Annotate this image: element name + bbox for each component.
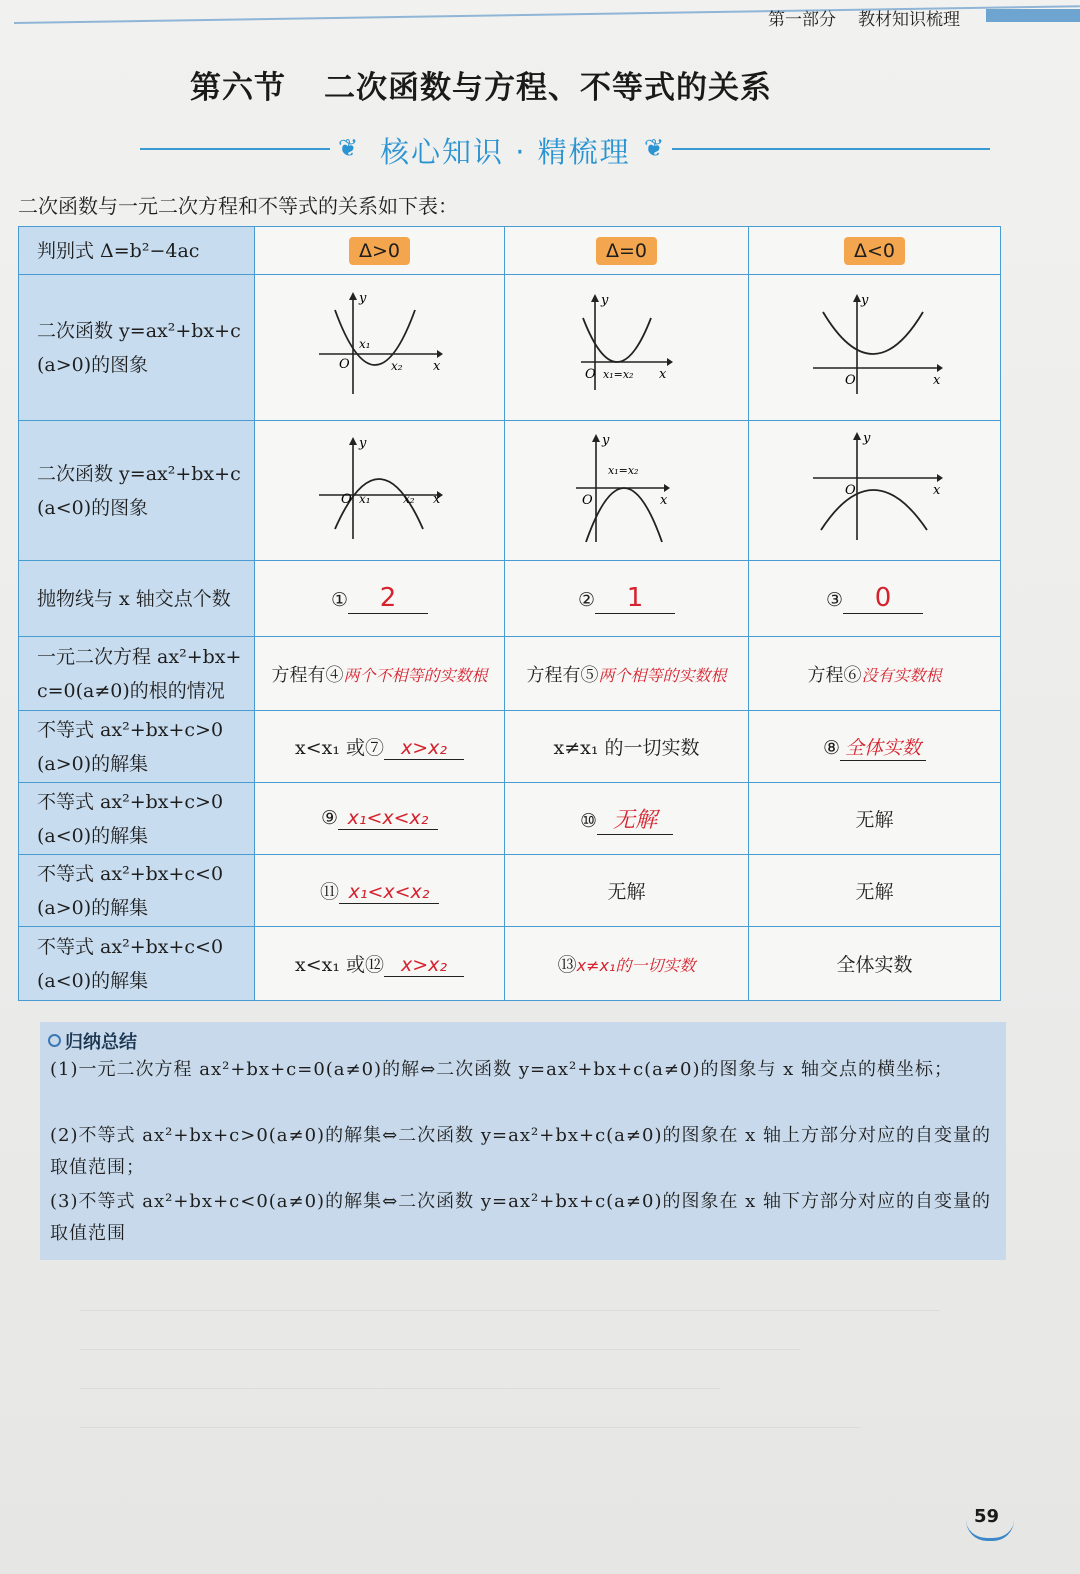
table-row: 不等式 ax²+bx+c<0 (a<0)的解集 x<x₁ 或⑫ x>x₂ ⑬x≠x₁的一切实数 全体实数 — [19, 927, 1001, 1001]
handwritten-answer: 2 — [379, 583, 397, 613]
summary-item: (3)不等式 ax²+bx+c<0(a≠0)的解集⇔二次函数 y=ax²+bx+c(a≠0)的图象在 x 轴下方部分对应的自变量的取值范围 — [50, 1191, 992, 1244]
table-row: 一元二次方程 ax²+bx+ c=0(a≠0)的根的情况 方程有④两个不相等的实数根 方程有⑤两个相等的实数根 方程⑥没有实数根 — [19, 637, 1001, 711]
downward-parabola-two-roots — [315, 433, 445, 543]
section-number: 第六节 — [190, 70, 286, 106]
bullet-icon — [48, 1034, 61, 1047]
summary-item: (2)不等式 ax²+bx+c>0(a≠0)的解集⇔二次函数 y=ax²+bx+c(a≠0)的图象在 x 轴上方部分对应的自变量的取值范围； — [50, 1125, 992, 1178]
handwritten-answer: x₁<x<x₂ — [348, 881, 430, 903]
table-row: 不等式 ax²+bx+c>0 (a<0)的解集 ⑨ x₁<x<x₂ ⑩ 无解 无解 — [19, 783, 1001, 855]
table-row — [19, 275, 1001, 421]
svg-text:O: O — [844, 373, 856, 388]
page-number: 59 — [966, 1500, 1016, 1540]
svg-text:x₁: x₁ — [358, 337, 371, 351]
row-label: 不等式 ax²+bx+c>0 (a<0)的解集 — [19, 783, 255, 855]
svg-text:x: x — [432, 359, 440, 374]
svg-text:y: y — [358, 436, 366, 451]
banner-right-line — [672, 148, 990, 150]
page-title — [190, 62, 772, 107]
handwritten-answer: 两个不相等的实数根 — [343, 665, 488, 685]
relationship-table — [18, 226, 1001, 1001]
header-section: 教材知识梳理 — [858, 10, 960, 30]
svg-text:y: y — [358, 291, 366, 306]
header-color-bar — [986, 9, 1080, 22]
handwritten-answer: x₁<x<x₂ — [347, 807, 429, 829]
handwritten-answer: x≠x₁的一切实数 — [576, 956, 696, 975]
row-label: 不等式 ax²+bx+c<0 (a<0)的解集 — [19, 927, 255, 1001]
row-label: 抛物线与 x 轴交点个数 — [19, 561, 255, 637]
row-label: 二次函数 y=ax²+bx+c (a>0)的图象 — [19, 275, 255, 421]
handwritten-answer: 没有实数根 — [861, 665, 942, 685]
table-row — [19, 227, 1001, 275]
svg-text:O: O — [581, 493, 593, 508]
row-label: 不等式 ax²+bx+c<0 (a>0)的解集 — [19, 855, 255, 927]
handwritten-answer: 1 — [626, 583, 644, 613]
handwritten-answer: 两个相等的实数根 — [598, 665, 727, 685]
svg-text:x: x — [932, 483, 940, 498]
svg-text:x: x — [658, 367, 666, 382]
svg-text:y: y — [601, 433, 609, 448]
handwritten-answer: 无解 — [613, 807, 658, 833]
svg-text:x₂: x₂ — [390, 359, 403, 373]
handwritten-answer: 全体实数 — [845, 736, 922, 759]
svg-text:y: y — [862, 431, 870, 446]
downward-parabola-no-root — [805, 430, 945, 546]
svg-text:O: O — [340, 492, 352, 507]
summary-item: (1)一元二次方程 ax²+bx+c=0(a≠0)的解⇔二次函数 y=ax²+bx+c(a≠0)的图象与 x 轴交点的横坐标； — [50, 1059, 954, 1080]
row-label: 二次函数 y=ax²+bx+c (a<0)的图象 — [19, 421, 255, 561]
svg-text:x: x — [432, 492, 440, 507]
row-label: 一元二次方程 ax²+bx+ c=0(a≠0)的根的情况 — [19, 637, 255, 711]
table-row: 不等式 ax²+bx+c<0 (a>0)的解集 ⑪ x₁<x<x₂ 无解 无解 — [19, 855, 1001, 927]
discriminant-label: 判别式 Δ=b²−4ac — [19, 227, 255, 275]
svg-text:x₁: x₁ — [358, 492, 371, 506]
case-tag: Δ=0 — [596, 237, 657, 265]
handwritten-answer: x>x₂ — [400, 954, 448, 976]
intro-text: 二次函数与一元二次方程和不等式的关系如下表： — [18, 194, 458, 218]
svg-text:y: y — [600, 293, 608, 308]
table-row — [19, 421, 1001, 561]
header-part: 第一部分 — [768, 10, 836, 30]
svg-text:x₁=x₂: x₁=x₂ — [607, 464, 638, 477]
handwritten-answer: 0 — [874, 583, 892, 613]
upward-parabola-one-root — [577, 290, 677, 400]
core-knowledge-banner — [140, 128, 990, 172]
page-number-arc — [966, 1520, 1014, 1541]
svg-text:x: x — [659, 493, 667, 508]
table-row: 抛物线与 x 轴交点个数 ① 2 ② 1 ③ 0 — [19, 561, 1001, 637]
summary-heading: 归纳总结 — [48, 1028, 137, 1054]
ornament-left-icon: ❦ — [337, 134, 359, 162]
upward-parabola-no-root — [805, 290, 945, 400]
handwritten-answer: x>x₂ — [400, 737, 448, 759]
table-row: 不等式 ax²+bx+c>0 (a>0)的解集 x<x₁ 或⑦ x>x₂ x≠x₁ 的一切实数 ⑧ 全体实数 — [19, 711, 1001, 783]
ornament-right-icon: ❦ — [643, 134, 665, 162]
case-tag: Δ<0 — [844, 237, 905, 265]
svg-text:x₂: x₂ — [402, 492, 415, 506]
svg-text:x: x — [932, 373, 940, 388]
banner-left-line — [140, 148, 330, 150]
row-label: 不等式 ax²+bx+c>0 (a>0)的解集 — [19, 711, 255, 783]
bleed-through-texture — [80, 1290, 940, 1490]
section-name: 二次函数与方程、不等式的关系 — [324, 70, 772, 106]
running-header — [768, 5, 982, 30]
svg-text:x₁=x₂: x₁=x₂ — [602, 368, 633, 381]
svg-text:y: y — [860, 293, 868, 308]
svg-text:O: O — [338, 357, 350, 372]
upward-parabola-two-roots — [315, 290, 445, 400]
downward-parabola-one-root — [572, 430, 682, 546]
svg-text:O: O — [584, 367, 596, 382]
summary-box — [40, 1022, 1006, 1260]
case-tag: Δ>0 — [349, 237, 410, 265]
banner-text: 核心知识 · 精梳理 — [380, 135, 631, 169]
svg-text:O: O — [844, 483, 856, 498]
